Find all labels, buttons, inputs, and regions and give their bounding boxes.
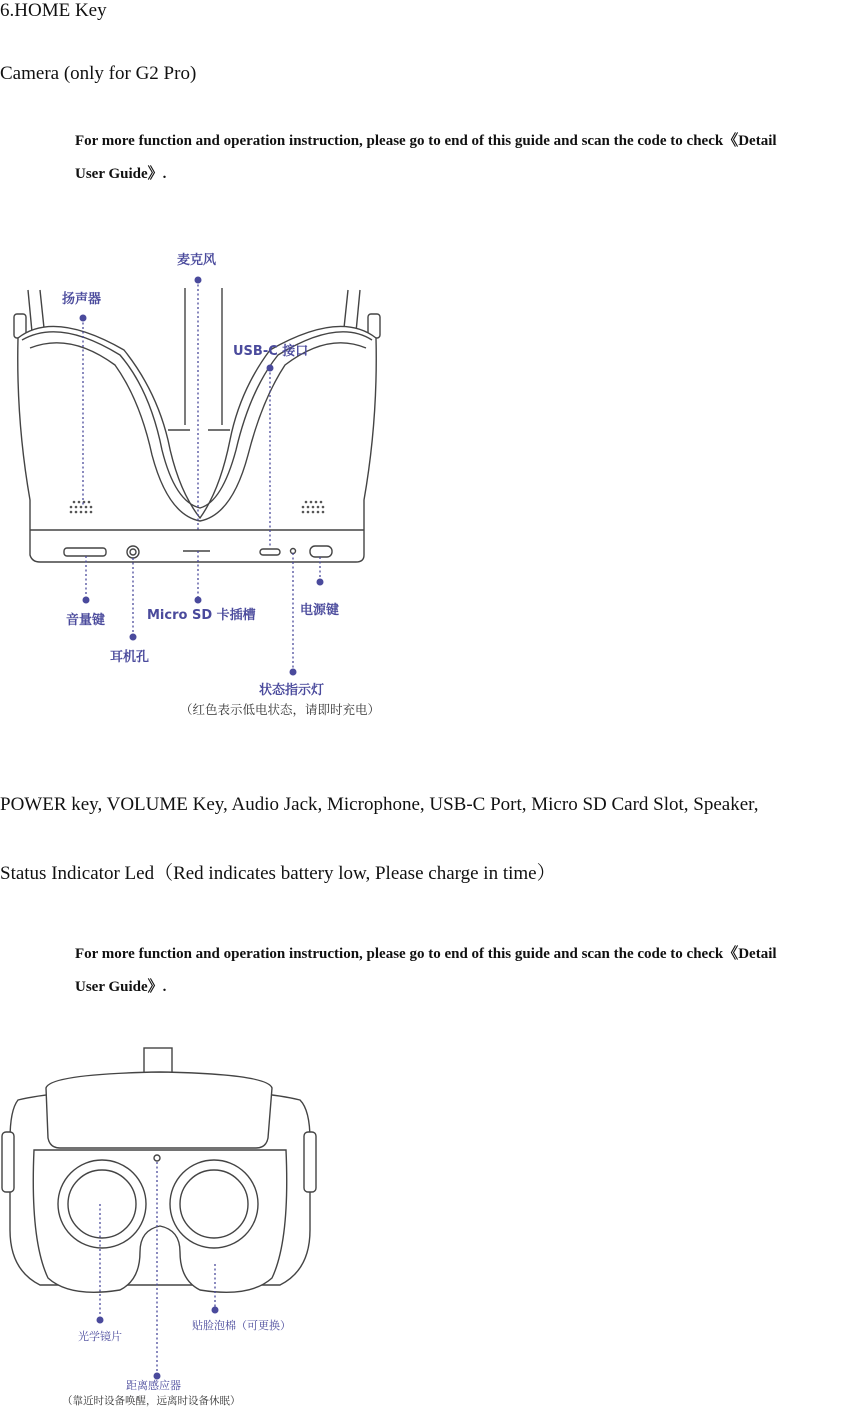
usbc-port-shape — [260, 549, 280, 555]
guide-note-line2: User Guide》. — [75, 166, 167, 182]
right-lens — [170, 1160, 258, 1248]
status-led-shape — [291, 549, 296, 554]
face-foam-label: 贴脸泡棉（可更换） — [192, 1319, 291, 1332]
guide-note2-line1: For more function and operation instruction, please go to end of this guide and scan the code to check《Detail — [75, 946, 777, 962]
speaker-label: 扬声器 — [62, 292, 102, 307]
guide-note-line1: For more function and operation instruction, please go to end of this guide and scan the code to check《Detail — [75, 133, 777, 149]
home-key-heading: 6.HOME Key — [0, 0, 107, 21]
headset-inside-diagram — [0, 1040, 330, 1407]
audio-jack-label: 耳机孔 — [110, 650, 150, 665]
forehead-cushion — [46, 1072, 272, 1148]
status-led-label: 状态指示灯 — [259, 683, 325, 698]
proximity-sensor-shape — [154, 1155, 160, 1161]
lens-label: 光学镜片 — [78, 1330, 122, 1343]
power-key-label: 电源键 — [300, 603, 340, 618]
camera-heading: Camera (only for G2 Pro) — [0, 63, 197, 84]
parts-list-line2: Status Indicator Led（Red indicates battery low, Please charge in time） — [0, 863, 556, 884]
left-lens — [58, 1160, 146, 1248]
headset-body — [18, 326, 377, 562]
proximity-label: 距离感应器 — [126, 1379, 181, 1392]
microphone-label: 麦克风 — [177, 253, 217, 268]
proximity-note: （靠近时设备唤醒，远离时设备休眠） — [62, 1395, 241, 1407]
right-side-strap — [304, 1132, 316, 1192]
power-key-shape — [310, 546, 332, 557]
volume-key-label: 音量键 — [66, 613, 106, 628]
top-strap — [185, 288, 222, 425]
usbc-label: USB-C 接口 — [233, 344, 309, 359]
left-side-strap — [2, 1132, 14, 1192]
volume-key-shape — [64, 548, 106, 556]
audio-jack-shape — [127, 546, 139, 558]
guide-note2-line2: User Guide》. — [75, 979, 167, 995]
status-led-note: （红色表示低电状态，请即时充电） — [180, 702, 381, 717]
headset-bottom-diagram — [0, 240, 440, 725]
micro-sd-label: Micro SD 卡插槽 — [147, 608, 256, 623]
parts-list-line1: POWER key, VOLUME Key, Audio Jack, Microphone, USB-C Port, Micro SD Card Slot, Speaker, — [0, 794, 759, 815]
